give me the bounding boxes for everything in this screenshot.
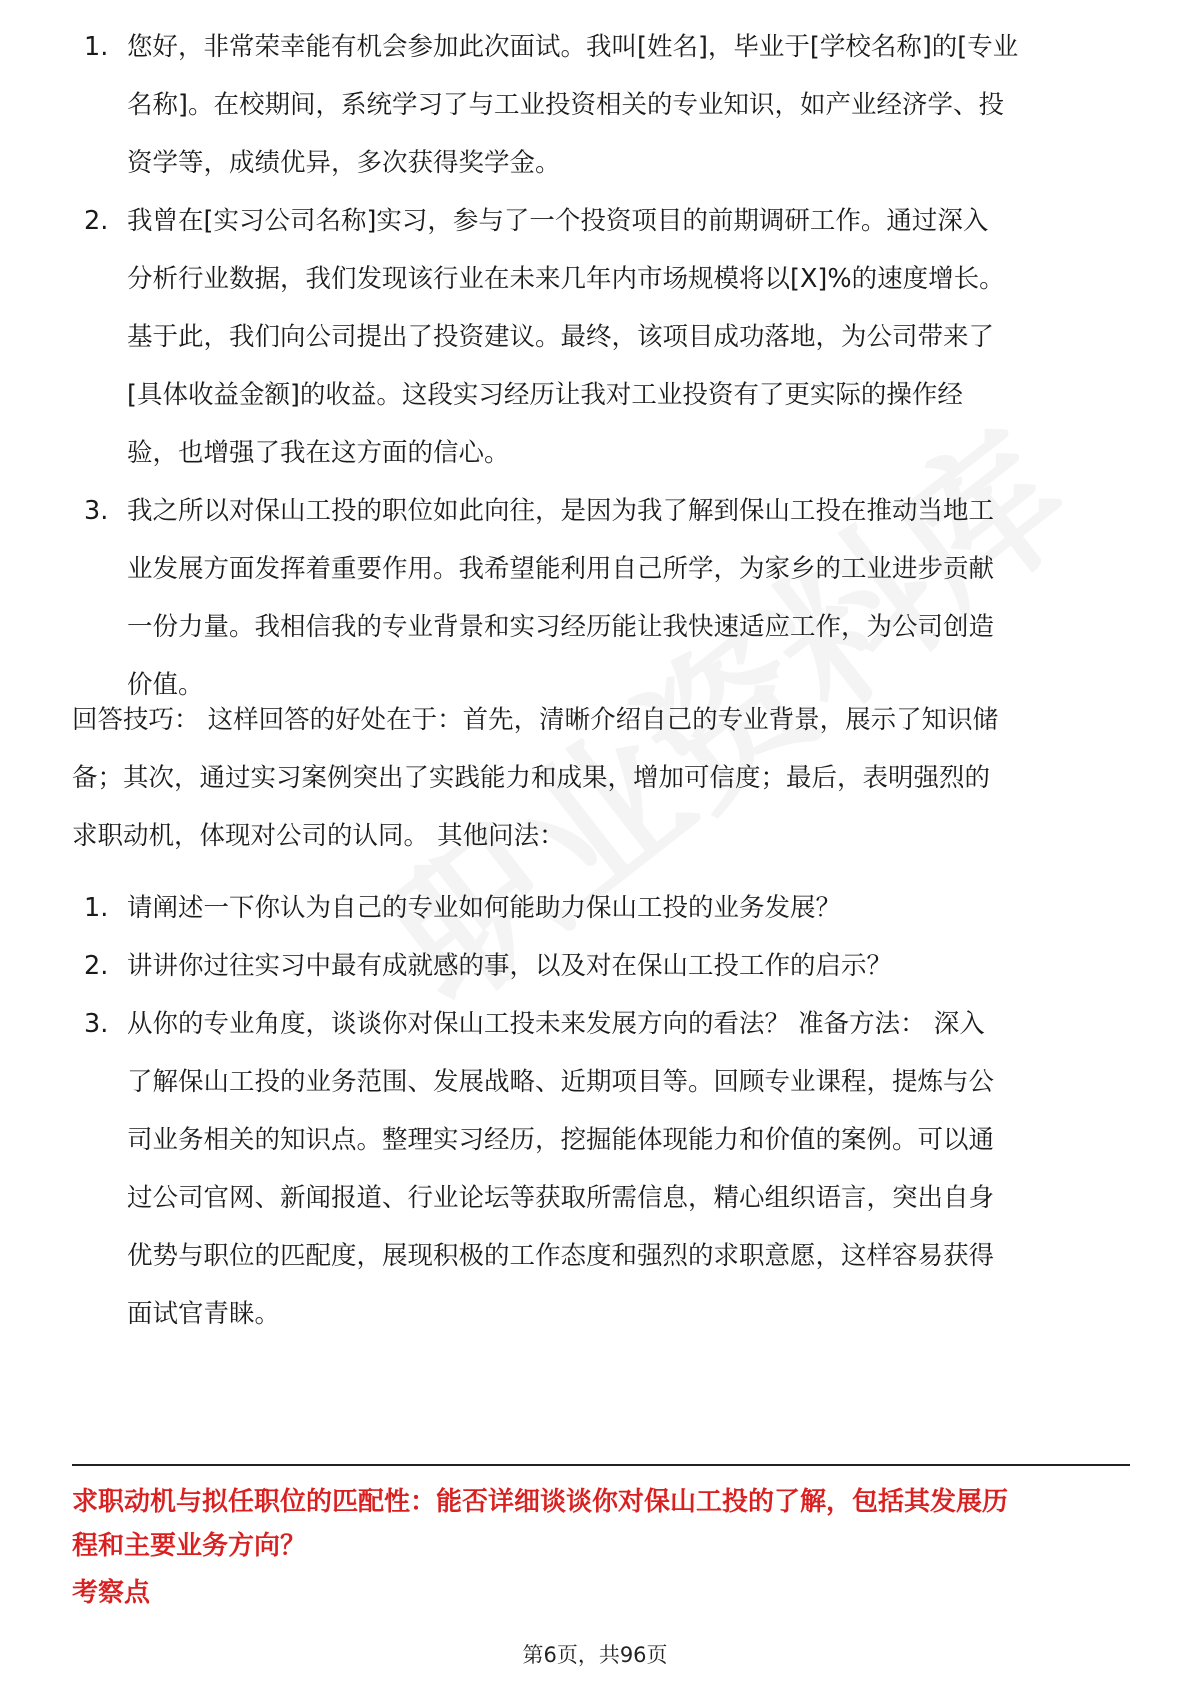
list-item bbox=[72, 937, 1132, 995]
list-item-number: 1. bbox=[84, 32, 109, 62]
list-item-line: 我曾在[实习公司名称]实习，参与了一个投资项目的前期调研工作。通过深入 bbox=[127, 206, 989, 236]
list-item-line: 面试官青睐。 bbox=[127, 1299, 281, 1329]
next-question-heading bbox=[72, 1480, 1132, 1568]
answer-tips-paragraph bbox=[72, 691, 1132, 865]
list-item-line: 了解保山工投的业务范围、发展战略、近期项目等。回顾专业课程，提炼与公 bbox=[127, 1067, 995, 1097]
list-item-line: 资学等，成绩优异，多次获得奖学金。 bbox=[127, 148, 561, 178]
list-item-line: 过公司官网、新闻报道、行业论坛等获取所需信息，精心组织语言，突出自身 bbox=[127, 1183, 995, 1213]
list-item-line: 业发展方面发挥着重要作用。我希望能利用自己所学，为家乡的工业进步贡献 bbox=[127, 554, 995, 584]
section-divider bbox=[72, 1464, 1130, 1466]
list-item bbox=[72, 192, 1132, 482]
list-item-number: 3. bbox=[84, 496, 109, 526]
next-question-line: 程和主要业务方向？ bbox=[72, 1531, 307, 1561]
list-item bbox=[72, 482, 1132, 714]
list-item-number: 2. bbox=[84, 951, 109, 981]
alternate-questions-list bbox=[72, 879, 1132, 1343]
list-item-line: 讲讲你过往实习中最有成就感的事，以及对在保山工投工作的启示？ bbox=[127, 951, 893, 981]
list-item-line: 价值。 bbox=[127, 670, 204, 700]
next-question-line: 求职动机与拟任职位的匹配性：能否详细谈谈你对保山工投的了解，包括其发展历 bbox=[72, 1487, 1009, 1517]
page-footer: 第6页，共96页 bbox=[522, 1643, 668, 1667]
list-item-line: 请阐述一下你认为自己的专业如何能助力保山工投的业务发展？ bbox=[127, 893, 842, 923]
list-item-line: 优势与职位的匹配度，展现积极的工作态度和强烈的求职意愿，这样容易获得 bbox=[127, 1241, 995, 1271]
list-item-line: 名称]。在校期间，系统学习了与工业投资相关的专业知识，如产业经济学、投 bbox=[127, 90, 1004, 120]
list-item-line: 验，也增强了我在这方面的信心。 bbox=[127, 438, 510, 468]
tips-line: 回答技巧： 这样回答的好处在于：首先，清晰介绍自己的专业背景，展示了知识储 bbox=[72, 705, 999, 735]
list-item-number: 1. bbox=[84, 893, 109, 923]
list-item-line: 一份力量。我相信我的专业背景和实习经历能让我快速适应工作，为公司创造 bbox=[127, 612, 995, 642]
list-item bbox=[72, 995, 1132, 1343]
list-item bbox=[72, 18, 1132, 192]
answer-list bbox=[72, 18, 1132, 714]
tips-line: 备；其次，通过实习案例突出了实践能力和成果，增加可信度；最后，表明强烈的 bbox=[72, 763, 991, 793]
list-item-line: 从你的专业角度，谈谈你对保山工投未来发展方向的看法？ 准备方法： 深入 bbox=[127, 1009, 985, 1039]
list-item-number: 3. bbox=[84, 1009, 109, 1039]
list-item-line: 司业务相关的知识点。整理实习经历，挖掘能体现能力和价值的案例。可以通 bbox=[127, 1125, 995, 1155]
list-item-line: 您好，非常荣幸能有机会参加此次面试。我叫[姓名]，毕业于[学校名称]的[专业 bbox=[127, 32, 1019, 62]
list-item-line: [具体收益金额]的收益。这段实习经历让我对工业投资有了更实际的操作经 bbox=[127, 380, 963, 410]
section-heading-kaochadian: 考察点 bbox=[72, 1578, 151, 1608]
list-item-line: 基于此，我们向公司提出了投资建议。最终，该项目成功落地，为公司带来了 bbox=[127, 322, 995, 352]
list-item-line: 分析行业数据，我们发现该行业在未来几年内市场规模将以[X]%的速度增长。 bbox=[127, 264, 1005, 294]
list-item-number: 2. bbox=[84, 206, 109, 236]
list-item bbox=[72, 879, 1132, 937]
list-item-line: 我之所以对保山工投的职位如此向往，是因为我了解到保山工投在推动当地工 bbox=[127, 496, 995, 526]
tips-line: 求职动机，体现对公司的认同。 其他问法： bbox=[72, 821, 565, 851]
